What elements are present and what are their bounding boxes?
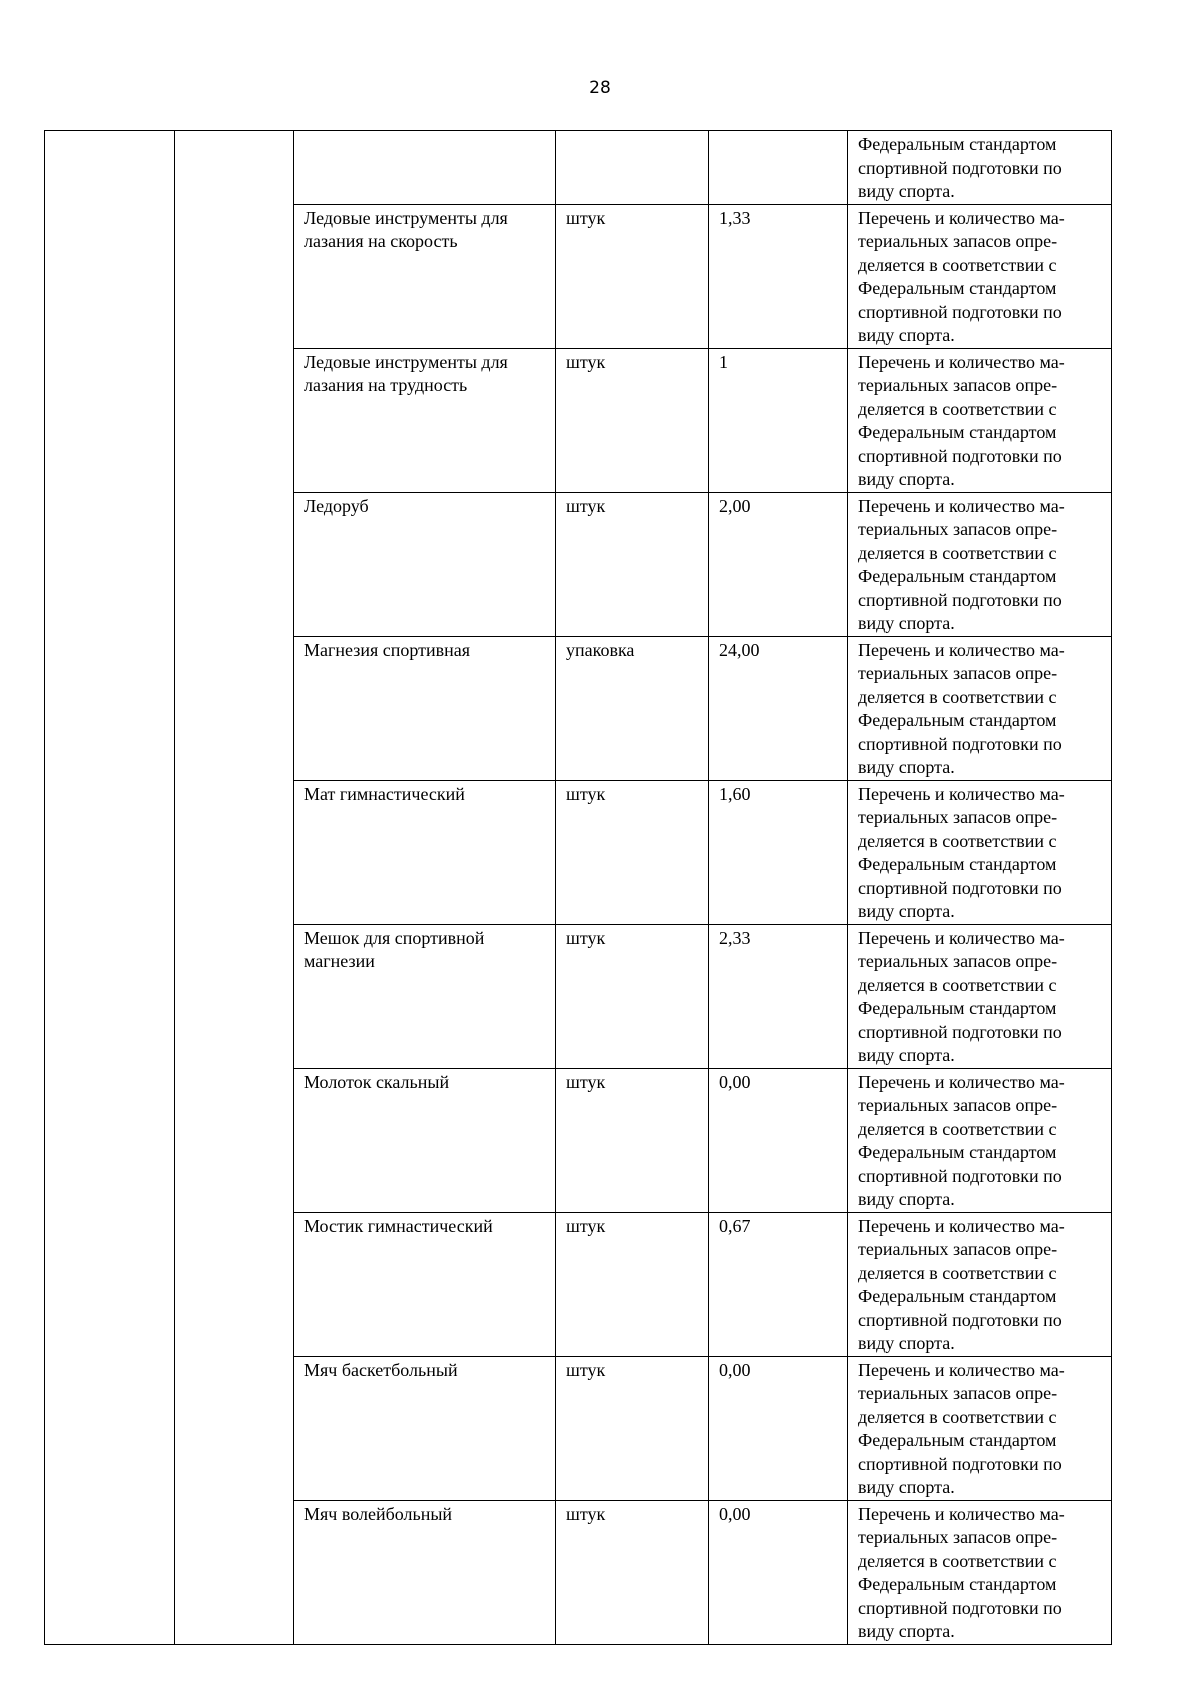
note-line: териальных запасов опре-	[858, 1527, 1058, 1547]
note-line: Перечень и количество ма-	[858, 207, 1065, 228]
note-cell	[848, 636, 1112, 780]
note-line: виду спорта.	[858, 901, 955, 921]
item-name-cell: Мат гимнастический	[294, 780, 556, 924]
note-line: териальных запасов опре-	[858, 1239, 1058, 1259]
quantity-cell: 2,00	[709, 492, 848, 636]
note-line: деляется в соответствии с	[858, 974, 1057, 995]
page-number: 28	[589, 78, 611, 98]
note-line: спортивной подготовки по	[858, 589, 1062, 610]
note-line: Федеральным стандартом	[858, 1142, 1057, 1162]
item-name-cell: Мяч баскетбольный	[294, 1356, 556, 1500]
note-cell	[848, 1068, 1112, 1212]
table-row	[45, 131, 1112, 205]
note-cell	[848, 924, 1112, 1068]
item-name-cell: Ледовые инструменты для лазания на скорость	[294, 204, 556, 348]
note-line: спортивной подготовки по	[858, 1021, 1062, 1042]
note-cell	[848, 492, 1112, 636]
note-line: деляется в соответствии с	[858, 254, 1057, 275]
note-cell	[848, 131, 1112, 205]
note-line: спортивной подготовки по	[858, 1309, 1062, 1330]
table-body	[45, 131, 1112, 1645]
quantity-cell: 1,60	[709, 780, 848, 924]
note-line: Перечень и количество ма-	[858, 351, 1065, 372]
note-line: териальных запасов опре-	[858, 1383, 1058, 1403]
quantity-cell: 0,00	[709, 1500, 848, 1644]
note-line: спортивной подготовки по	[858, 1165, 1062, 1186]
quantity-cell: 1,33	[709, 204, 848, 348]
quantity-cell: 0,00	[709, 1068, 848, 1212]
group-cell	[45, 131, 175, 1645]
note-cell	[848, 204, 1112, 348]
note-line: Федеральным стандартом	[858, 566, 1057, 586]
note-line: Федеральным стандартом	[858, 854, 1057, 874]
item-name-cell: Мешок для спортивной магнезии	[294, 924, 556, 1068]
note-line: деляется в соответствии с	[858, 1406, 1057, 1427]
resources-table	[44, 130, 1112, 1645]
note-line: Федеральным стандартом	[858, 710, 1057, 730]
note-line: Перечень и количество ма-	[858, 1503, 1065, 1524]
note-line: деляется в соответствии с	[858, 542, 1057, 563]
note-line: териальных запасов опре-	[858, 231, 1058, 251]
note-line: териальных запасов опре-	[858, 1095, 1058, 1115]
note-line: деляется в соответствии с	[858, 1550, 1057, 1571]
quantity-cell: 0,67	[709, 1212, 848, 1356]
note-line: Перечень и количество ма-	[858, 927, 1065, 948]
quantity-cell: 1	[709, 348, 848, 492]
unit-cell: штук	[556, 204, 709, 348]
note-line: виду спорта.	[858, 1333, 955, 1353]
note-line: Перечень и количество ма-	[858, 1215, 1065, 1236]
note-line: виду спорта.	[858, 1621, 955, 1641]
quantity-cell: 24,00	[709, 636, 848, 780]
note-line: виду спорта.	[858, 1477, 955, 1497]
note-line: Перечень и количество ма-	[858, 1359, 1065, 1380]
note-line: териальных запасов опре-	[858, 663, 1058, 683]
note-line: териальных запасов опре-	[858, 519, 1058, 539]
note-line: виду спорта.	[858, 613, 955, 633]
item-name-cell: Магнезия спортивная	[294, 636, 556, 780]
unit-cell: штук	[556, 780, 709, 924]
unit-cell: штук	[556, 348, 709, 492]
note-line: деляется в соответствии с	[858, 830, 1057, 851]
note-line: деляется в соответствии с	[858, 1262, 1057, 1283]
note-line: териальных запасов опре-	[858, 807, 1058, 827]
note-cell	[848, 1356, 1112, 1500]
note-line: Федеральным стандартом	[858, 422, 1057, 442]
note-line: Федеральным стандартом	[858, 1574, 1057, 1594]
note-line: спортивной подготовки по	[858, 445, 1062, 466]
note-line: Перечень и количество ма-	[858, 783, 1065, 804]
unit-cell: упаковка	[556, 636, 709, 780]
note-line: териальных запасов опре-	[858, 951, 1058, 971]
note-line: виду спорта.	[858, 325, 955, 345]
section-cell	[175, 131, 294, 1645]
item-name-cell: Ледоруб	[294, 492, 556, 636]
note-line: спортивной подготовки по	[858, 733, 1062, 754]
note-cell	[848, 348, 1112, 492]
note-line: спортивной подготовки по	[858, 157, 1062, 178]
unit-cell: штук	[556, 924, 709, 1068]
note-line: Федеральным стандартом	[858, 278, 1057, 298]
note-line: виду спорта.	[858, 469, 955, 489]
note-line: виду спорта.	[858, 181, 955, 201]
unit-cell: штук	[556, 1500, 709, 1644]
note-line: спортивной подготовки по	[858, 877, 1062, 898]
unit-cell: штук	[556, 1212, 709, 1356]
note-line: Перечень и количество ма-	[858, 495, 1065, 516]
note-line: деляется в соответствии с	[858, 686, 1057, 707]
note-line: спортивной подготовки по	[858, 1597, 1062, 1618]
item-name-cell: Мостик гимнастический	[294, 1212, 556, 1356]
note-line: Федеральным стандартом	[858, 1286, 1057, 1306]
quantity-cell: 2,33	[709, 924, 848, 1068]
item-name-cell	[294, 131, 556, 205]
note-cell	[848, 780, 1112, 924]
note-line: Федеральным стандартом	[858, 998, 1057, 1018]
unit-cell: штук	[556, 1068, 709, 1212]
note-cell	[848, 1212, 1112, 1356]
note-line: спортивной подготовки по	[858, 301, 1062, 322]
quantity-cell: 0,00	[709, 1356, 848, 1500]
note-line: Федеральным стандартом	[858, 134, 1057, 154]
note-line: деляется в соответствии с	[858, 1118, 1057, 1139]
note-line: виду спорта.	[858, 757, 955, 777]
note-line: Федеральным стандартом	[858, 1430, 1057, 1450]
unit-cell	[556, 131, 709, 205]
note-line: виду спорта.	[858, 1189, 955, 1209]
note-line: спортивной подготовки по	[858, 1453, 1062, 1474]
note-line: Перечень и количество ма-	[858, 639, 1065, 660]
item-name-cell: Молоток скальный	[294, 1068, 556, 1212]
quantity-cell	[709, 131, 848, 205]
note-line: териальных запасов опре-	[858, 375, 1058, 395]
note-cell	[848, 1500, 1112, 1644]
item-name-cell: Ледовые инструменты для лазания на трудность	[294, 348, 556, 492]
unit-cell: штук	[556, 492, 709, 636]
note-line: Перечень и количество ма-	[858, 1071, 1065, 1092]
note-line: деляется в соответствии с	[858, 398, 1057, 419]
note-line: виду спорта.	[858, 1045, 955, 1065]
unit-cell: штук	[556, 1356, 709, 1500]
item-name-cell: Мяч волейбольный	[294, 1500, 556, 1644]
